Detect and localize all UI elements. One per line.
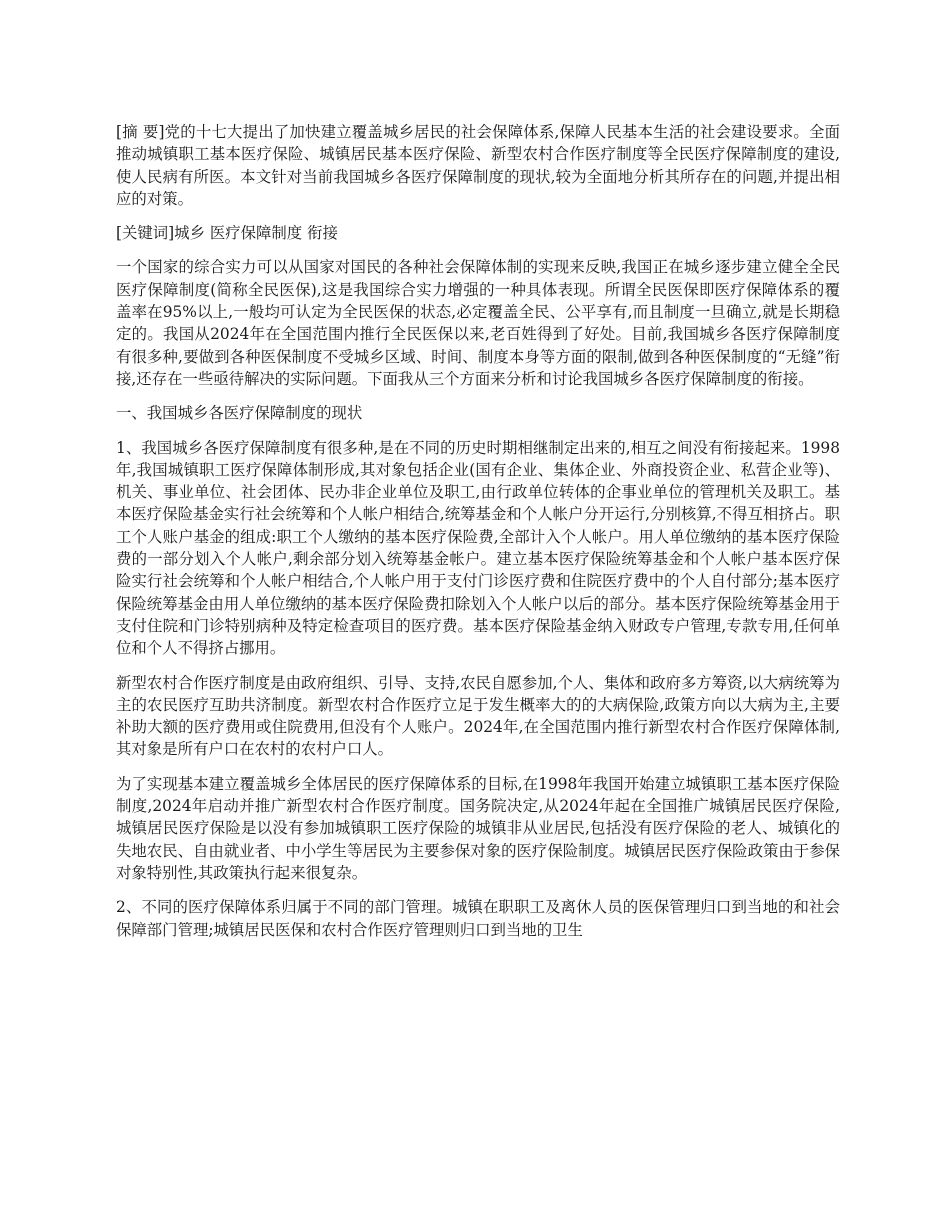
body-paragraph: 一个国家的综合实力可以从国家对国民的各种社会保障体制的实现来反映,我国正在城乡逐步建立健全全民医疗保障制度(简称全民医保),这是我国综合实力增强的一种具体表现。所谓全民医保即医疗保障体系的覆盖率在95%以上,一般均可认定为全民医保的状态,必定覆盖全民、公平享有,而且制度一旦确立,就是长期稳定的。我国从2024年在全国范围内推行全民医保以来,老百姓得到了好处。目前,我国城乡各医疗保障制度有很多种,要做到各种医保制度不受城乡区域、时间、制度本身等方面的限制,做到各种医保制度的“无缝”衔接,还存在一些亟待解决的实际问题。下面我从三个方面来分析和讨论我国城乡各医疗保障制度的衔接。 (116, 258, 840, 388)
keywords-line: [关键词]城乡 医疗保障制度 衔接 (116, 224, 338, 243)
abstract-paragraph: [摘 要]党的十七大提出了加快建立覆盖城乡居民的社会保障体系,保障人民基本生活的社会建设要求。全面推动城镇职工基本医疗保险、城镇居民基本医疗保险、新型农村合作医疗制度等全民医疗保障制度的建设,使人民病有所医。本文针对当前我国城乡各医疗保障制度的现状,较为全面地分析其所存在的问题,并提出相应的对策。 (116, 123, 840, 208)
body-paragraph: 2、不同的医疗保障体系归属于不同的部门管理。城镇在职职工及离休人员的医保管理归口到当地的和社会保障部门管理;城镇居民医保和农村合作医疗管理则归口到当地的卫生 (116, 898, 840, 939)
document-body (116, 121, 840, 953)
body-paragraph: 为了实现基本建立覆盖城乡全体居民的医疗保障体系的目标,在1998年我国开始建立城镇职工基本医疗保险制度,2024年启动并推广新型农村合作医疗制度。国务院决定,从2024年起在全国推广城镇居民医疗保险,城镇居民医疗保险是以没有参加城镇职工医疗保险的城镇非从业居民,包括没有医疗保险的老人、城镇化的失地农民、自由就业者、中小学生等居民为主要参保对象的医疗保险制度。城镇居民医疗保险政策由于参保对象特别性,其政策执行起来很复杂。 (116, 774, 840, 882)
body-paragraph: 1、我国城乡各医疗保障制度有很多种,是在不同的历史时期相继制定出来的,相互之间没有衔接起来。1998年,我国城镇职工医疗保障体制形成,其对象包括企业(国有企业、集体企业、外商投资企业、私营企业等)、机关、事业单位、社会团体、民办非企业单位及职工,由行政单位转体的企事业单位的管理机关及职工。基本医疗保险基金实行社会统筹和个人帐户相结合,统筹基金和个人帐户分开运行,分别核算,不得互相挤占。职工个人账户基金的组成:职工个人缴纳的基本医疗保险费,全部计入个人帐户。用人单位缴纳的基本医疗保险费的一部分划入个人帐户,剩余部分划入统筹基金帐户。建立基本医疗保险统筹基金和个人帐户基本医疗保险实行社会统筹和个人帐户相结合,个人帐户用于支付门诊医疗费和住院医疗费中的个人自付部分;基本医疗保险统筹基金由用人单位缴纳的基本医疗保险费扣除划入个人帐户以后的部分。基本医疗保险统筹基金用于支付住院和门诊特别病种及特定检查项目的医疗费。基本医疗保险基金纳入财政专户管理,专款专用,任何单位和个人不得挤占挪用。 (116, 438, 840, 658)
section-heading: 一、我国城乡各医疗保障制度的现状 (116, 404, 363, 423)
body-paragraph: 新型农村合作医疗制度是由政府组织、引导、支持,农民自愿参加,个人、集体和政府多方筹资,以大病统筹为主的农民医疗互助共济制度。新型农村合作医疗立足于发生概率大的的大病保险,政策方向以大病为主,主要补助大额的医疗费用或住院费用,但没有个人账户。2024年,在全国范围内推行新型农村合作医疗保障体制,其对象是所有户口在农村的农村户口人。 (116, 673, 840, 759)
